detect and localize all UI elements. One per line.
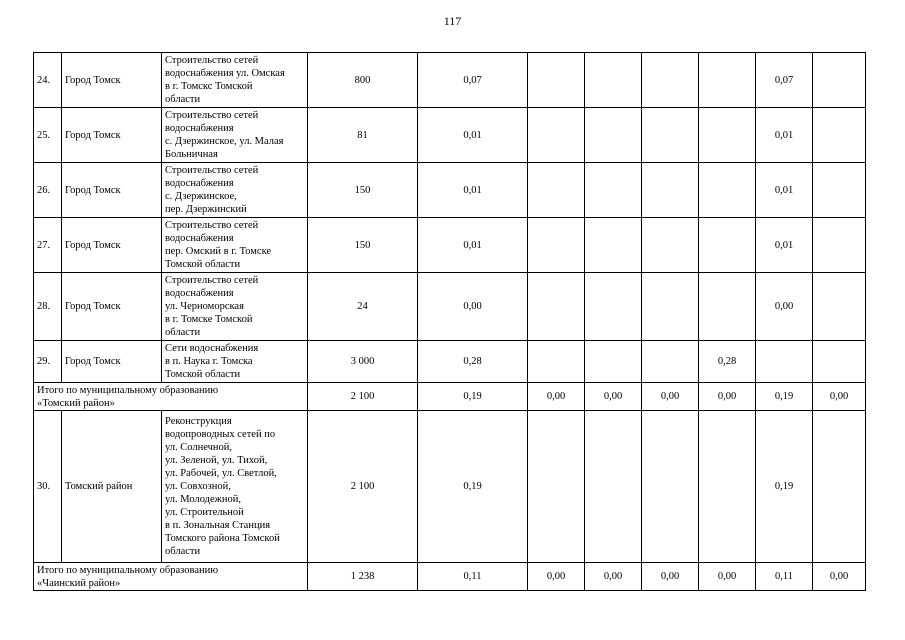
table-row bbox=[34, 108, 866, 163]
value-c6: 0,11 bbox=[756, 563, 813, 591]
value-c4 bbox=[642, 108, 699, 163]
length-value: 2 100 bbox=[308, 411, 418, 563]
total-row bbox=[34, 383, 866, 411]
municipality: Томский район bbox=[62, 411, 162, 563]
value-c1: 0,01 bbox=[418, 108, 528, 163]
value-c5 bbox=[699, 53, 756, 108]
value-c4: 0,00 bbox=[642, 383, 699, 411]
value-c6: 0,01 bbox=[756, 218, 813, 273]
total-label: Итого по муниципальному образованию «Томский район» bbox=[34, 383, 308, 411]
object-name: Строительство сетей водоснабжения ул. Омская в г. Томскс Томской области bbox=[162, 53, 308, 108]
row-number: 29. bbox=[34, 341, 62, 383]
value-c1: 0,19 bbox=[418, 411, 528, 563]
length-value: 2 100 bbox=[308, 383, 418, 411]
table-row bbox=[34, 218, 866, 273]
value-c6: 0,01 bbox=[756, 163, 813, 218]
row-number: 26. bbox=[34, 163, 62, 218]
length-value: 1 238 bbox=[308, 563, 418, 591]
value-c5 bbox=[699, 218, 756, 273]
municipality: Город Томск bbox=[62, 108, 162, 163]
value-c7 bbox=[813, 108, 866, 163]
table-row bbox=[34, 53, 866, 108]
length-value: 24 bbox=[308, 273, 418, 341]
municipality: Город Томск bbox=[62, 273, 162, 341]
value-c2 bbox=[528, 53, 585, 108]
value-c7 bbox=[813, 163, 866, 218]
value-c3: 0,00 bbox=[585, 563, 642, 591]
value-c1: 0,00 bbox=[418, 273, 528, 341]
municipality: Город Томск bbox=[62, 218, 162, 273]
object-name: Строительство сетей водоснабжения с. Дзержинское, ул. Малая Больничная bbox=[162, 108, 308, 163]
length-value: 150 bbox=[308, 218, 418, 273]
value-c2 bbox=[528, 218, 585, 273]
value-c5 bbox=[699, 411, 756, 563]
municipality: Город Томск bbox=[62, 341, 162, 383]
length-value: 150 bbox=[308, 163, 418, 218]
value-c3 bbox=[585, 218, 642, 273]
value-c6: 0,00 bbox=[756, 273, 813, 341]
length-value: 3 000 bbox=[308, 341, 418, 383]
value-c4 bbox=[642, 218, 699, 273]
value-c5 bbox=[699, 163, 756, 218]
value-c1: 0,07 bbox=[418, 53, 528, 108]
value-c7 bbox=[813, 53, 866, 108]
value-c7 bbox=[813, 218, 866, 273]
value-c2 bbox=[528, 411, 585, 563]
row-number: 27. bbox=[34, 218, 62, 273]
row-number: 28. bbox=[34, 273, 62, 341]
table-row bbox=[34, 273, 866, 341]
value-c5 bbox=[699, 108, 756, 163]
table-row bbox=[34, 163, 866, 218]
value-c6: 0,01 bbox=[756, 108, 813, 163]
value-c1: 0,01 bbox=[418, 218, 528, 273]
value-c5: 0,00 bbox=[699, 563, 756, 591]
value-c7 bbox=[813, 273, 866, 341]
value-c3 bbox=[585, 108, 642, 163]
object-name: Сети водоснабжения в п. Наука г. Томска Томской области bbox=[162, 341, 308, 383]
value-c2 bbox=[528, 341, 585, 383]
value-c4 bbox=[642, 163, 699, 218]
value-c6: 0,19 bbox=[756, 383, 813, 411]
municipality: Город Томск bbox=[62, 53, 162, 108]
value-c2 bbox=[528, 163, 585, 218]
value-c4 bbox=[642, 53, 699, 108]
value-c4 bbox=[642, 411, 699, 563]
object-name: Строительство сетей водоснабжения пер. Омский в г. Томске Томской области bbox=[162, 218, 308, 273]
value-c3: 0,00 bbox=[585, 383, 642, 411]
value-c3 bbox=[585, 273, 642, 341]
value-c1: 0,11 bbox=[418, 563, 528, 591]
row-number: 30. bbox=[34, 411, 62, 563]
value-c3 bbox=[585, 341, 642, 383]
value-c2 bbox=[528, 273, 585, 341]
object-name: Реконструкция водопроводных сетей по ул. Солнечной, ул. Зеленой, ул. Тихой, ул. Рабочей, ул. Светлой, ул. Совхозной, ул. Молодежной, ул. Строительной в п. Зональная Станция Томского района Томской области bbox=[162, 411, 308, 563]
value-c7 bbox=[813, 341, 866, 383]
value-c4 bbox=[642, 273, 699, 341]
value-c2 bbox=[528, 108, 585, 163]
value-c1: 0,19 bbox=[418, 383, 528, 411]
object-name: Строительство сетей водоснабжения ул. Черноморская в г. Томске Томской области bbox=[162, 273, 308, 341]
table-row bbox=[34, 411, 866, 563]
municipality: Город Томск bbox=[62, 163, 162, 218]
value-c6 bbox=[756, 341, 813, 383]
value-c7: 0,00 bbox=[813, 563, 866, 591]
value-c1: 0,01 bbox=[418, 163, 528, 218]
value-c6: 0,19 bbox=[756, 411, 813, 563]
value-c4: 0,00 bbox=[642, 563, 699, 591]
value-c1: 0,28 bbox=[418, 341, 528, 383]
length-value: 81 bbox=[308, 108, 418, 163]
object-name: Строительство сетей водоснабжения с. Дзержинское, пер. Дзержинский bbox=[162, 163, 308, 218]
value-c2: 0,00 bbox=[528, 563, 585, 591]
value-c3 bbox=[585, 163, 642, 218]
total-row bbox=[34, 563, 866, 591]
row-number: 24. bbox=[34, 53, 62, 108]
value-c3 bbox=[585, 53, 642, 108]
page-number: 117 bbox=[443, 14, 462, 28]
water-supply-table bbox=[33, 52, 866, 591]
value-c7: 0,00 bbox=[813, 383, 866, 411]
value-c5: 0,28 bbox=[699, 341, 756, 383]
value-c3 bbox=[585, 411, 642, 563]
value-c5 bbox=[699, 273, 756, 341]
value-c4 bbox=[642, 341, 699, 383]
row-number: 25. bbox=[34, 108, 62, 163]
length-value: 800 bbox=[308, 53, 418, 108]
table-row bbox=[34, 341, 866, 383]
value-c5: 0,00 bbox=[699, 383, 756, 411]
value-c2: 0,00 bbox=[528, 383, 585, 411]
value-c7 bbox=[813, 411, 866, 563]
total-label: Итого по муниципальному образованию «Чаинский район» bbox=[34, 563, 308, 591]
value-c6: 0,07 bbox=[756, 53, 813, 108]
